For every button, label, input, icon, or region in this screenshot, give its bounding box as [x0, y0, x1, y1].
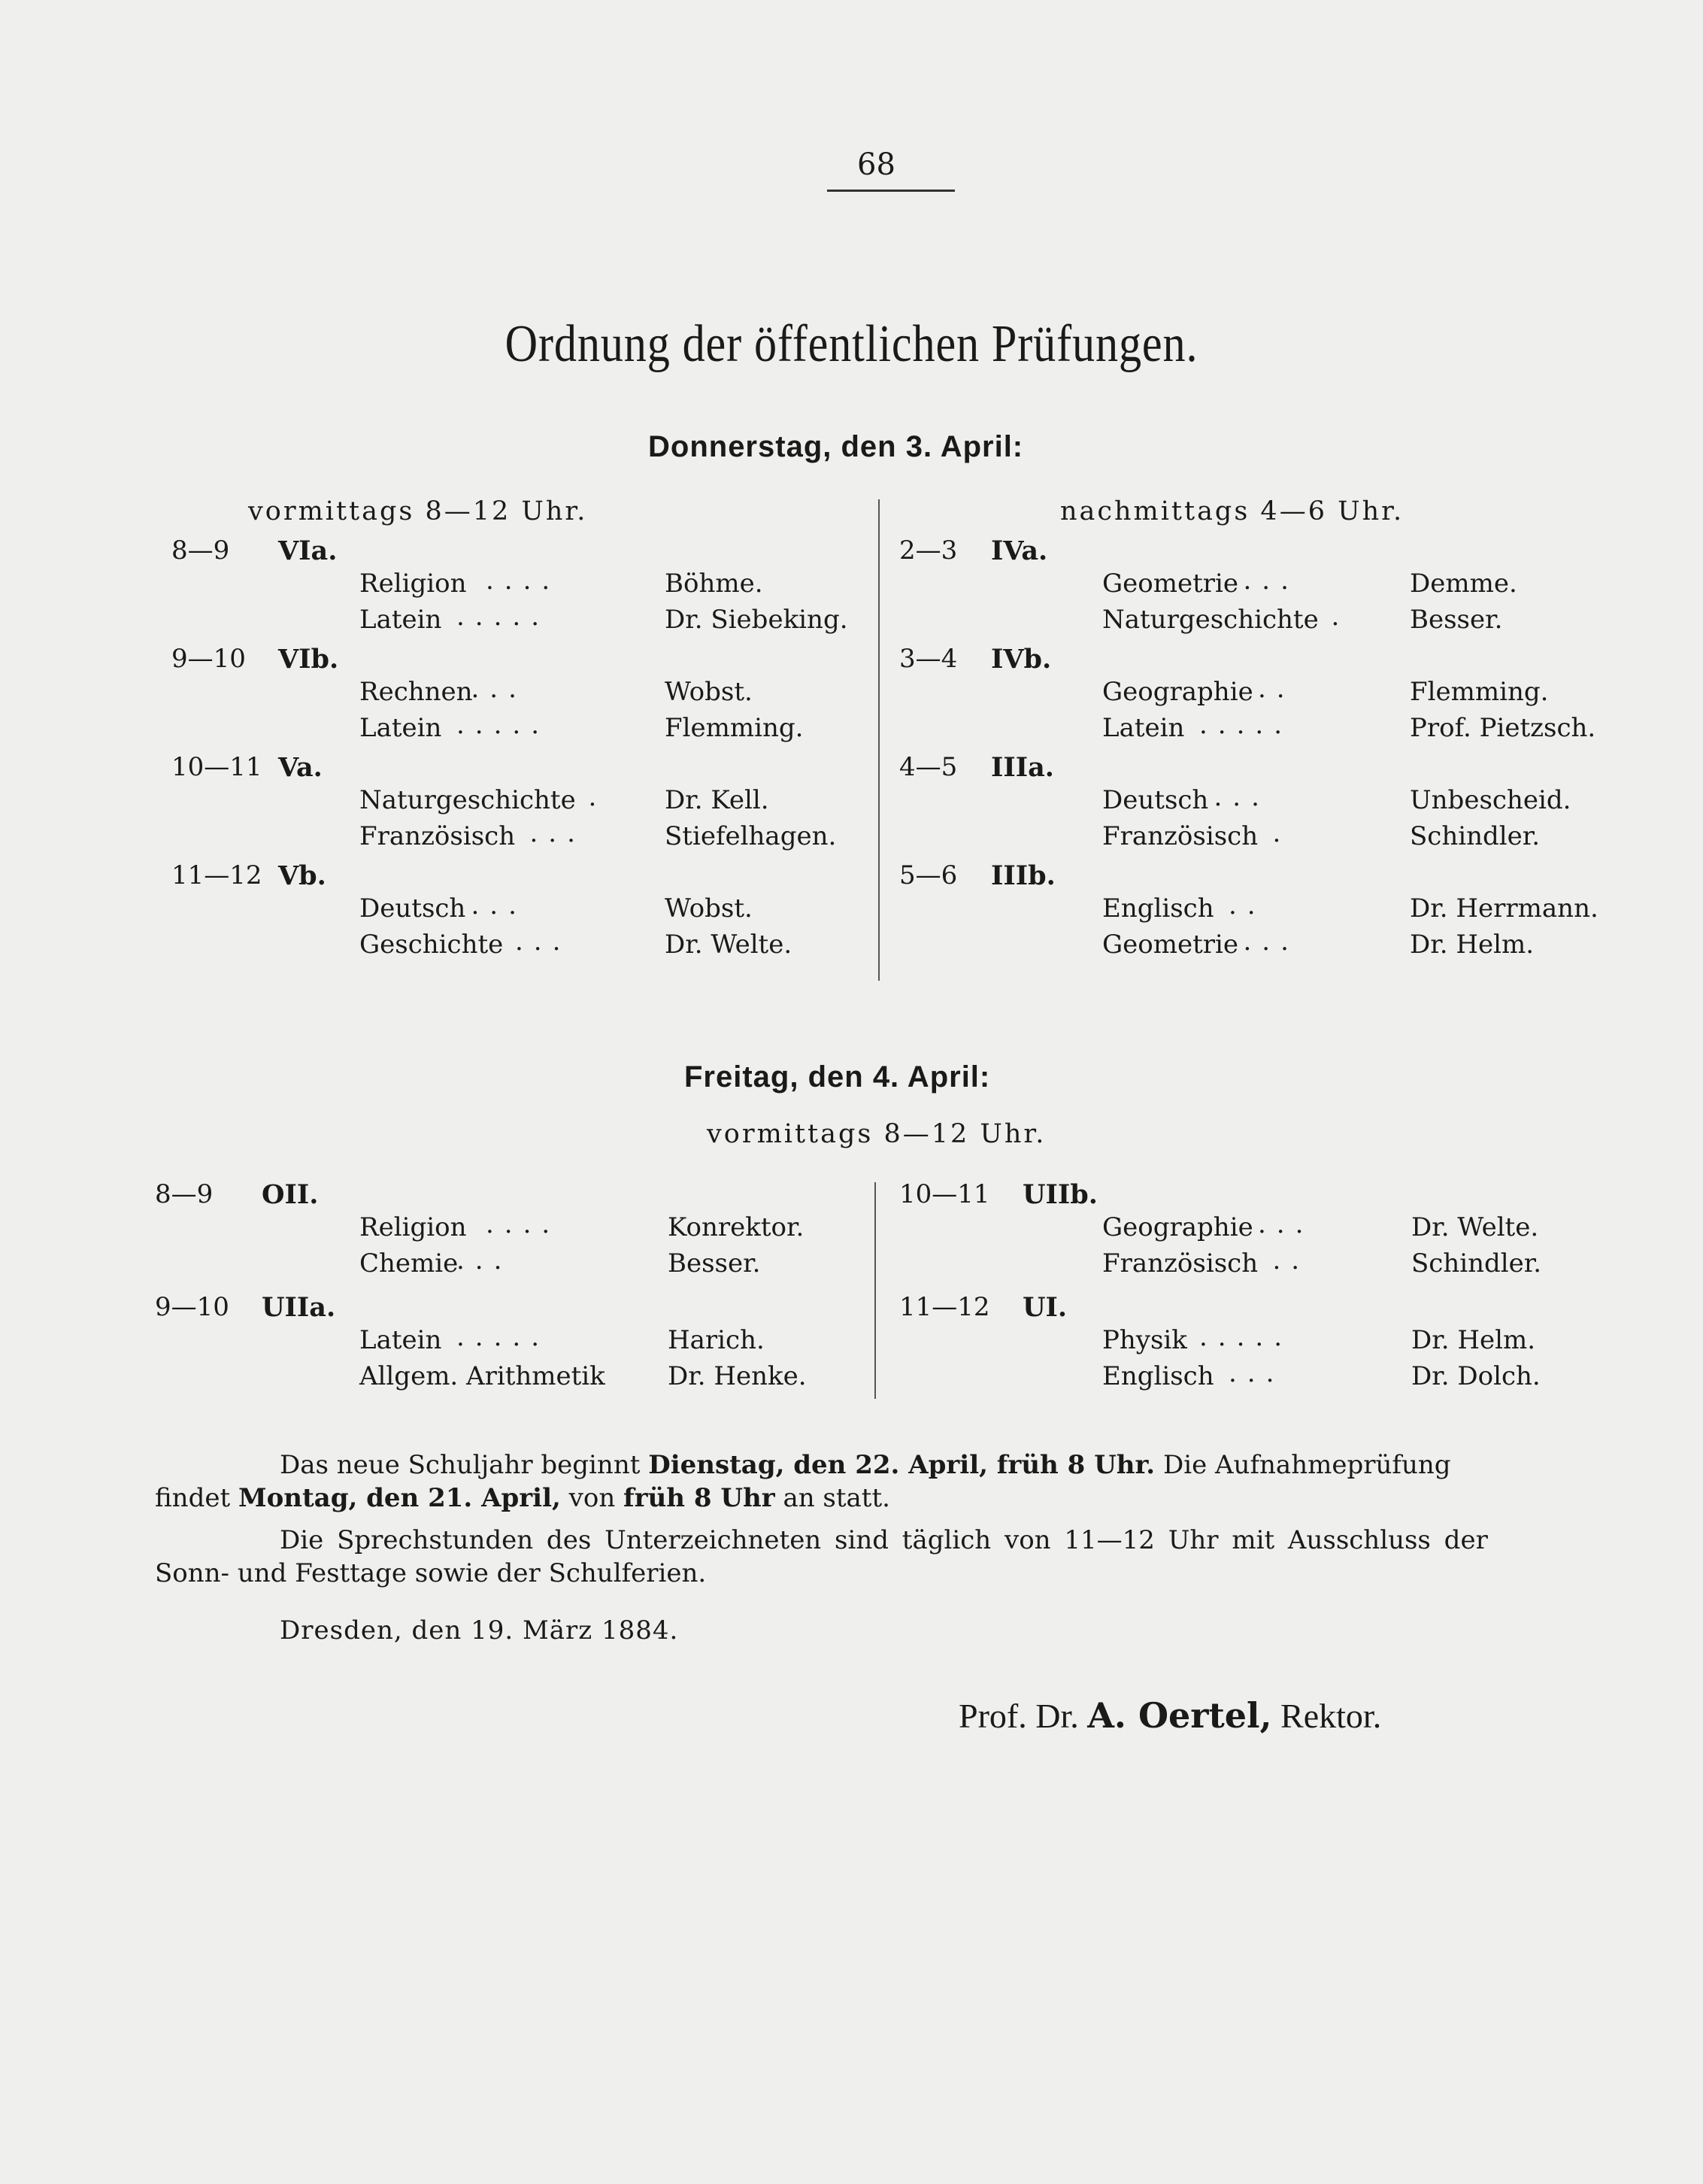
exam-class: OII.	[262, 1179, 319, 1210]
exam-subject: Französisch	[1102, 821, 1259, 851]
exam-class: UI.	[1023, 1292, 1068, 1323]
leader-dots: .	[588, 782, 608, 812]
notice-line-2	[155, 1483, 890, 1513]
date-line: Dresden, den 19. März 1884.	[280, 1615, 679, 1646]
leader-dots: ..	[1258, 674, 1295, 704]
leader-dots: ...	[529, 818, 586, 848]
notice-text: Das neue Schuljahr beginnt	[280, 1450, 641, 1480]
exam-subject: Religion	[359, 569, 467, 599]
leader-dots: ...	[1229, 1358, 1285, 1388]
notice-text: Die Aufnahmeprüfung	[1162, 1450, 1451, 1480]
leader-dots: .....	[456, 710, 550, 740]
exam-subject: Geschichte	[359, 930, 504, 960]
signature-role: Rektor.	[1280, 1697, 1382, 1735]
exam-subject: Latein	[1102, 713, 1185, 743]
leader-dots: .	[1331, 602, 1350, 632]
exam-time-slot: 8—9	[155, 1179, 214, 1209]
exam-teacher: Dr. Helm.	[1410, 930, 1535, 960]
exam-subject: Physik	[1102, 1325, 1187, 1355]
notice-text: findet	[155, 1483, 231, 1513]
exam-subject: Rechnen	[359, 677, 473, 707]
exam-teacher: Flemming.	[1410, 677, 1549, 707]
page-number-rule	[827, 190, 955, 192]
leader-dots: ...	[1258, 1209, 1314, 1239]
school-year-start: Dienstag, den 22. April, früh 8 Uhr.	[648, 1450, 1156, 1480]
leader-dots: .	[1272, 818, 1292, 848]
exam-subject: Deutsch	[1102, 785, 1209, 815]
exam-class: IVb.	[991, 644, 1052, 675]
signature-name: A. Oertel,	[1087, 1695, 1272, 1736]
exam-class: IIIa.	[991, 752, 1054, 783]
exam-subject: Latein	[359, 605, 442, 635]
exam-time-slot: 3—4	[899, 644, 958, 674]
exam-class: VIa.	[278, 535, 338, 566]
exam-subject: Chemie	[359, 1248, 459, 1279]
exam-subject: Geographie	[1102, 1212, 1253, 1242]
leader-dots: .....	[456, 1322, 550, 1352]
notice-text: an statt.	[783, 1483, 890, 1513]
exam-teacher: Dr. Kell.	[665, 785, 769, 815]
exam-class: UIIa.	[262, 1292, 336, 1323]
exam-teacher: Wobst.	[665, 893, 753, 924]
signature	[959, 1695, 1381, 1736]
page-number: 68	[857, 147, 895, 182]
exam-teacher: Harich.	[668, 1325, 765, 1355]
leader-dots: ...	[471, 890, 527, 921]
exam-class: Va.	[278, 752, 323, 783]
exam-teacher: Dr. Helm.	[1411, 1325, 1536, 1355]
exam-time-slot: 11—12	[899, 1292, 990, 1322]
day2-morning-header: vormittags 8—12 Uhr.	[707, 1119, 1047, 1149]
entrance-exam-date: Montag, den 21. April,	[238, 1483, 561, 1513]
exam-class: Vb.	[278, 860, 326, 891]
exam-subject: Geometrie	[1102, 930, 1239, 960]
exam-teacher: Schindler.	[1410, 821, 1541, 851]
exam-teacher: Besser.	[668, 1248, 761, 1279]
exam-subject: Naturgeschichte	[359, 785, 576, 815]
exam-teacher: Wobst.	[665, 677, 753, 707]
exam-subject: Französisch	[359, 821, 516, 851]
exam-subject: Deutsch	[359, 893, 466, 924]
signature-prefix: Prof. Dr.	[959, 1697, 1079, 1735]
office-hours-line-2: Sonn- und Festtage sowie der Schulferien.	[155, 1558, 707, 1588]
exam-teacher: Dr. Welte.	[665, 930, 792, 960]
day1-column-divider	[878, 499, 880, 981]
day2-heading: Freitag, den 4. April:	[684, 1060, 991, 1094]
exam-time-slot: 10—11	[171, 752, 262, 782]
exam-teacher: Demme.	[1410, 569, 1517, 599]
exam-subject: Englisch	[1102, 1361, 1214, 1391]
day1-morning-header: vormittags 8—12 Uhr.	[248, 496, 588, 526]
leader-dots: .....	[1199, 1322, 1293, 1352]
notice-line-1	[280, 1450, 1451, 1480]
exam-teacher: Prof. Pietzsch.	[1410, 713, 1596, 743]
exam-teacher: Besser.	[1410, 605, 1503, 635]
leader-dots: ...	[1243, 927, 1299, 957]
exam-subject: Naturgeschichte	[1102, 605, 1319, 635]
exam-teacher: Dr. Welte.	[1411, 1212, 1539, 1242]
leader-dots: ...	[1243, 566, 1299, 596]
leader-dots: .....	[1199, 710, 1293, 740]
exam-teacher: Konrektor.	[668, 1212, 805, 1242]
exam-teacher: Dr. Siebeking.	[665, 605, 848, 635]
exam-subject: Allgem. Arithmetik	[359, 1361, 605, 1391]
leader-dots: ...	[456, 1245, 513, 1276]
exam-subject: Französisch	[1102, 1248, 1259, 1279]
exam-class: IVa.	[991, 535, 1048, 566]
exam-teacher: Dr. Dolch.	[1411, 1361, 1541, 1391]
exam-class: VIb.	[278, 644, 339, 675]
exam-class: UIIb.	[1023, 1179, 1098, 1210]
exam-subject: Englisch	[1102, 893, 1214, 924]
exam-time-slot: 9—10	[171, 644, 246, 674]
leader-dots: ....	[486, 1209, 561, 1239]
exam-time-slot: 9—10	[155, 1292, 229, 1322]
day2-column-divider	[874, 1182, 876, 1399]
exam-subject: Religion	[359, 1212, 467, 1242]
leader-dots: ...	[1214, 782, 1270, 812]
office-hours-line-1: Die Sprechstunden des Unterzeichneten sind täglich von 11—12 Uhr mit Ausschluss der	[280, 1525, 1488, 1555]
exam-time-slot: 4—5	[899, 752, 958, 782]
exam-teacher: Dr. Herrmann.	[1410, 893, 1598, 924]
leader-dots: ..	[1272, 1245, 1311, 1276]
leader-dots: ...	[515, 927, 571, 957]
day1-heading: Donnerstag, den 3. April:	[648, 430, 1024, 463]
exam-time-slot: 8—9	[171, 535, 230, 566]
exam-time-slot: 5—6	[899, 860, 958, 890]
exam-time-slot: 10—11	[899, 1179, 990, 1209]
exam-teacher: Schindler.	[1411, 1248, 1542, 1279]
notice-text: von	[568, 1483, 616, 1513]
exam-teacher: Unbescheid.	[1410, 785, 1571, 815]
exam-subject: Geometrie	[1102, 569, 1239, 599]
exam-subject: Geographie	[1102, 677, 1253, 707]
exam-teacher: Böhme.	[665, 569, 763, 599]
leader-dots: .....	[456, 602, 550, 632]
day1-afternoon-header: nachmittags 4—6 Uhr.	[1060, 496, 1405, 526]
exam-time-slot: 11—12	[171, 860, 262, 890]
leader-dots: ...	[471, 674, 527, 704]
leader-dots: ....	[486, 566, 561, 596]
exam-class: IIIb.	[991, 860, 1056, 891]
exam-teacher: Dr. Henke.	[668, 1361, 807, 1391]
exam-subject: Latein	[359, 713, 442, 743]
entrance-exam-time: früh 8 Uhr	[623, 1483, 775, 1513]
exam-teacher: Stiefelhagen.	[665, 821, 837, 851]
exam-time-slot: 2—3	[899, 535, 958, 566]
document-title: Ordnung der öffentlichen Prüfungen.	[505, 315, 1198, 373]
leader-dots: ..	[1229, 890, 1266, 921]
exam-subject: Latein	[359, 1325, 442, 1355]
exam-teacher: Flemming.	[665, 713, 804, 743]
